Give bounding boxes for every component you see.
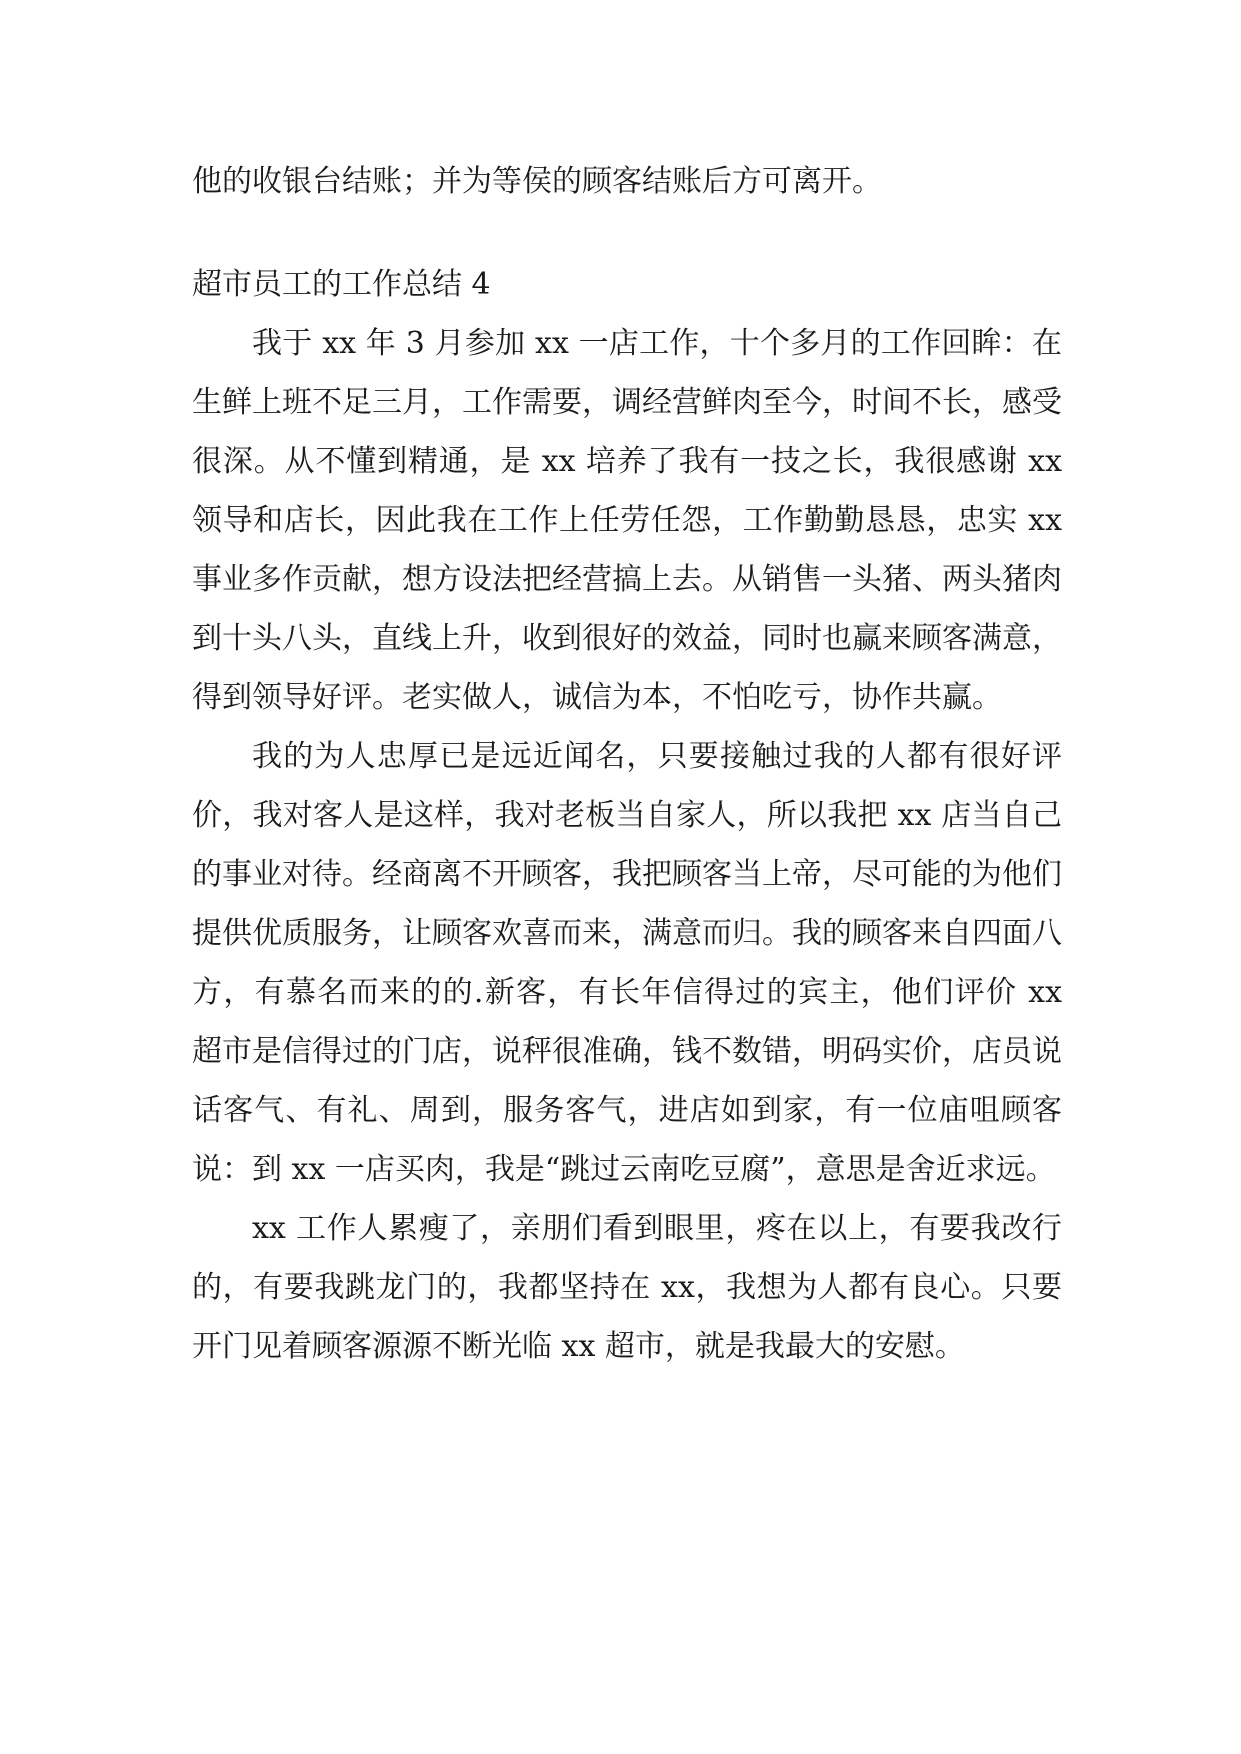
paragraph: 我于 xx 年 3 月参加 xx 一店工作，十个多月的工作回眸：在生鲜上班不足三月，工作需要，调经营鲜肉至今，时间不长，感受很深。从不懂到精通，是 xx 培养了我有一技之长，我很感谢 xx 领导和店长，因此我在工作上任劳任怨，工作勤勤恳恳，忠实 xx 事业多作贡献，想方设法把经营搞上去。从销售一头猪、两头猪肉到十头八头，直线上升，收到很好的效益，同时也赢来顾客满意，得到领导好评。老实做人，诚信为本，不怕吃亏，协作共赢。 (192, 326, 1062, 715)
section-heading: 超市员工的工作总结 4 (192, 267, 491, 302)
paragraph: 我的为人忠厚已是远近闻名，只要接触过我的人都有很好评价，我对客人是这样，我对老板当自家人，所以我把 xx 店当自己的事业对待。经商离不开顾客，我把顾客当上帝，尽可能的为他们提供优质服务，让顾客欢喜而来，满意而归。我的顾客来自四面八方，有慕名而来的的.新客，有长年信得过的宾主，他们评价 xx 超市是信得过的门店，说秤很准确，钱不数错，明码实价，店员说话客气、有礼、周到，服务客气，进店如到家，有一位庙咀顾客说：到 xx 一店买肉，我是“跳过云南吃豆腐”，意思是舍近求远。 (192, 739, 1062, 1187)
document-body (192, 152, 1062, 1376)
paragraph: xx 工作人累瘦了，亲朋们看到眼里，疼在以上，有要我改行的，有要我跳龙门的，我都坚持在 xx，我想为人都有良心。只要开门见着顾客源源不断光临 xx 超市，就是我最大的安慰。 (192, 1211, 1062, 1364)
lead-fragment: 他的收银台结账；并为等侯的顾客结账后方可离开。 (192, 164, 882, 199)
